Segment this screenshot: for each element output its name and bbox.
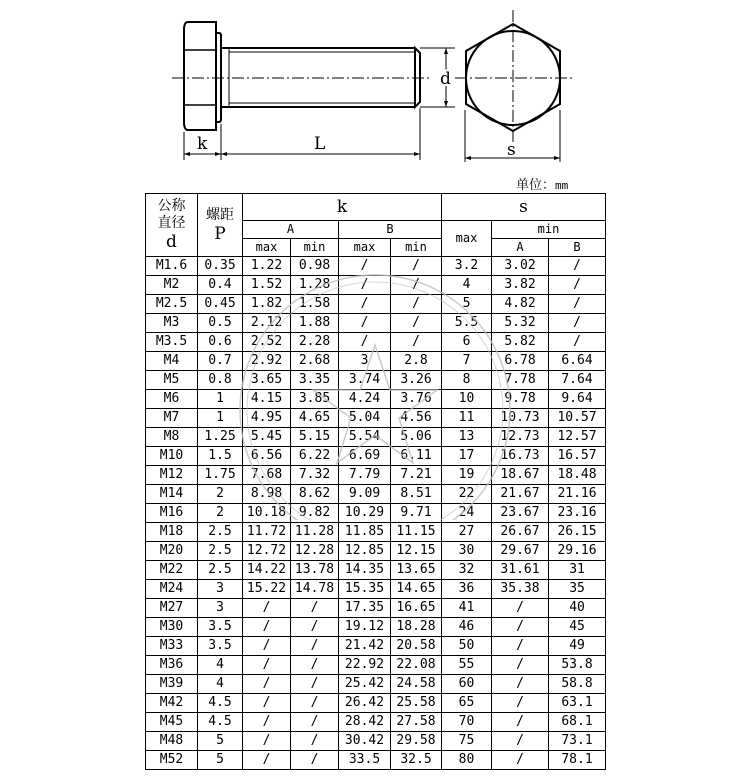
cell-s-min-a: 3.02 — [492, 257, 549, 276]
table-row — [146, 694, 606, 713]
cell-pitch: 4 — [198, 656, 243, 675]
cell-k-a-min: 7.32 — [291, 466, 339, 485]
cell-nominal-diameter: M45 — [146, 713, 198, 732]
cell-k-b-max: 25.42 — [339, 675, 391, 694]
cell-s-max: 36 — [442, 580, 492, 599]
cell-pitch: 2.5 — [198, 561, 243, 580]
table-row — [146, 276, 606, 295]
cell-pitch: 4.5 — [198, 713, 243, 732]
cell-s-min-a: / — [492, 751, 549, 770]
cell-k-b-max: 9.09 — [339, 485, 391, 504]
cell-k-b-min: 13.65 — [391, 561, 442, 580]
cell-k-a-min: 8.62 — [291, 485, 339, 504]
cell-k-a-min: 1.88 — [291, 314, 339, 333]
cell-nominal-diameter: M4 — [146, 352, 198, 371]
table-row — [146, 257, 606, 276]
cell-s-min-b: 45 — [549, 618, 606, 637]
cell-s-max: 41 — [442, 599, 492, 618]
table-row — [146, 751, 606, 770]
cell-k-a-min: 1.58 — [291, 295, 339, 314]
cell-k-b-max: 14.35 — [339, 561, 391, 580]
cell-k-a-min: 11.28 — [291, 523, 339, 542]
cell-s-min-a: 5.82 — [492, 333, 549, 352]
cell-k-a-min: / — [291, 713, 339, 732]
cell-k-a-min: / — [291, 751, 339, 770]
header-k-a-min: min — [291, 239, 339, 257]
cell-s-min-a: 12.73 — [492, 428, 549, 447]
bolt-head — [184, 22, 216, 130]
cell-s-min-a: / — [492, 732, 549, 751]
cell-k-b-min: 3.76 — [391, 390, 442, 409]
table-row — [146, 561, 606, 580]
cell-nominal-diameter: M33 — [146, 637, 198, 656]
cell-k-a-max: / — [243, 599, 291, 618]
cell-s-min-a: / — [492, 618, 549, 637]
cell-s-max: 13 — [442, 428, 492, 447]
cell-s-max: 8 — [442, 371, 492, 390]
cell-s-min-a: 26.67 — [492, 523, 549, 542]
cell-s-min-a: 4.82 — [492, 295, 549, 314]
cell-k-a-min: / — [291, 675, 339, 694]
cell-pitch: 1 — [198, 390, 243, 409]
cell-pitch: 3.5 — [198, 618, 243, 637]
cell-k-a-min: 9.82 — [291, 504, 339, 523]
cell-s-min-b: / — [549, 257, 606, 276]
cell-k-a-max: 15.22 — [243, 580, 291, 599]
cell-nominal-diameter: M52 — [146, 751, 198, 770]
table-row — [146, 485, 606, 504]
cell-s-min-a: 31.61 — [492, 561, 549, 580]
cell-k-a-min: / — [291, 732, 339, 751]
cell-k-a-min: 1.28 — [291, 276, 339, 295]
cell-k-a-max: / — [243, 751, 291, 770]
table-row — [146, 637, 606, 656]
table-row — [146, 333, 606, 352]
cell-k-b-max: 11.85 — [339, 523, 391, 542]
table-row — [146, 599, 606, 618]
cell-nominal-diameter: M16 — [146, 504, 198, 523]
cell-s-min-b: 58.8 — [549, 675, 606, 694]
cell-pitch: 1 — [198, 409, 243, 428]
cell-pitch: 1.5 — [198, 447, 243, 466]
cell-s-max: 5.5 — [442, 314, 492, 333]
cell-s-min-a: / — [492, 713, 549, 732]
cell-k-b-max: 19.12 — [339, 618, 391, 637]
header-s-min-b: B — [549, 239, 606, 257]
header-k-b-max: max — [339, 239, 391, 257]
cell-k-a-min: 2.68 — [291, 352, 339, 371]
cell-s-min-b: 31 — [549, 561, 606, 580]
cell-k-b-min: 18.28 — [391, 618, 442, 637]
cell-s-min-a: 5.32 — [492, 314, 549, 333]
cell-s-min-b: / — [549, 295, 606, 314]
label-d: d — [440, 69, 451, 89]
cell-k-b-max: 3 — [339, 352, 391, 371]
cell-k-b-min: 22.08 — [391, 656, 442, 675]
cell-s-min-b: / — [549, 333, 606, 352]
table-row — [146, 390, 606, 409]
cell-s-min-a: / — [492, 675, 549, 694]
cell-s-max: 6 — [442, 333, 492, 352]
cell-s-min-b: 9.64 — [549, 390, 606, 409]
cell-k-b-min: 24.58 — [391, 675, 442, 694]
cell-s-min-a: 9.78 — [492, 390, 549, 409]
cell-pitch: 0.4 — [198, 276, 243, 295]
cell-s-min-b: 7.64 — [549, 371, 606, 390]
cell-k-b-max: 10.29 — [339, 504, 391, 523]
cell-k-a-min: / — [291, 618, 339, 637]
cell-pitch: 0.45 — [198, 295, 243, 314]
table-row — [146, 675, 606, 694]
cell-s-max: 70 — [442, 713, 492, 732]
cell-k-b-min: 9.71 — [391, 504, 442, 523]
table-row — [146, 314, 606, 333]
cell-s-min-a: 16.73 — [492, 447, 549, 466]
cell-s-max: 3.2 — [442, 257, 492, 276]
cell-s-max: 4 — [442, 276, 492, 295]
table-row — [146, 656, 606, 675]
cell-k-b-min: 3.26 — [391, 371, 442, 390]
cell-nominal-diameter: M36 — [146, 656, 198, 675]
cell-nominal-diameter: M7 — [146, 409, 198, 428]
cell-k-a-min: 5.15 — [291, 428, 339, 447]
cell-k-b-max: 30.42 — [339, 732, 391, 751]
cell-nominal-diameter: M27 — [146, 599, 198, 618]
cell-k-a-max: 4.15 — [243, 390, 291, 409]
cell-nominal-diameter: M14 — [146, 485, 198, 504]
cell-s-max: 27 — [442, 523, 492, 542]
cell-pitch: 1.75 — [198, 466, 243, 485]
table-row — [146, 447, 606, 466]
cell-k-b-max: 15.35 — [339, 580, 391, 599]
table-row — [146, 618, 606, 637]
cell-s-max: 65 — [442, 694, 492, 713]
cell-nominal-diameter: M18 — [146, 523, 198, 542]
cell-pitch: 4.5 — [198, 694, 243, 713]
cell-k-a-max: 11.72 — [243, 523, 291, 542]
unit-value: mm — [555, 179, 569, 192]
cell-s-min-a: 35.38 — [492, 580, 549, 599]
cell-k-b-min: 6.11 — [391, 447, 442, 466]
center-lines — [172, 10, 574, 142]
table-row — [146, 504, 606, 523]
cell-k-a-max: 1.82 — [243, 295, 291, 314]
cell-s-min-a: / — [492, 694, 549, 713]
table-row — [146, 713, 606, 732]
cell-k-a-max: 5.45 — [243, 428, 291, 447]
cell-k-a-min: 12.28 — [291, 542, 339, 561]
cell-s-min-b: / — [549, 314, 606, 333]
cell-k-b-min: 7.21 — [391, 466, 442, 485]
cell-s-min-a: 3.82 — [492, 276, 549, 295]
cell-s-max: 46 — [442, 618, 492, 637]
cell-k-b-max: 28.42 — [339, 713, 391, 732]
cell-s-min-a: 6.78 — [492, 352, 549, 371]
cell-s-max: 60 — [442, 675, 492, 694]
cell-nominal-diameter: M8 — [146, 428, 198, 447]
cell-k-b-min: 4.56 — [391, 409, 442, 428]
cell-s-min-b: 35 — [549, 580, 606, 599]
cell-s-max: 17 — [442, 447, 492, 466]
cell-nominal-diameter: M12 — [146, 466, 198, 485]
cell-pitch: 0.5 — [198, 314, 243, 333]
cell-k-b-max: 7.79 — [339, 466, 391, 485]
cell-s-max: 22 — [442, 485, 492, 504]
cell-k-b-min: 8.51 — [391, 485, 442, 504]
cell-k-b-min: / — [391, 276, 442, 295]
cell-k-a-min: / — [291, 599, 339, 618]
cell-k-b-max: 4.24 — [339, 390, 391, 409]
cell-s-min-b: 68.1 — [549, 713, 606, 732]
cell-k-b-max: 5.54 — [339, 428, 391, 447]
cell-s-min-a: 21.67 — [492, 485, 549, 504]
cell-k-a-min: 6.22 — [291, 447, 339, 466]
unit-label: 单位： — [516, 178, 556, 193]
cell-s-min-b: 10.57 — [549, 409, 606, 428]
header-k: k — [243, 194, 442, 221]
header-k-b-min: min — [391, 239, 442, 257]
cell-k-b-min: 14.65 — [391, 580, 442, 599]
cell-nominal-diameter: M3.5 — [146, 333, 198, 352]
cell-k-b-min: 12.15 — [391, 542, 442, 561]
cell-k-b-min: / — [391, 314, 442, 333]
label-k: k — [197, 134, 208, 154]
cell-s-min-b: 12.57 — [549, 428, 606, 447]
cell-s-max: 80 — [442, 751, 492, 770]
cell-k-b-max: 17.35 — [339, 599, 391, 618]
dimension-arrows — [184, 48, 560, 160]
cell-s-max: 5 — [442, 295, 492, 314]
cell-s-max: 32 — [442, 561, 492, 580]
cell-k-b-min: 25.58 — [391, 694, 442, 713]
header-k-grade-a: A — [243, 221, 339, 239]
table-row — [146, 352, 606, 371]
cell-pitch: 0.35 — [198, 257, 243, 276]
cell-k-b-min: / — [391, 257, 442, 276]
cell-k-a-max: 4.95 — [243, 409, 291, 428]
cell-pitch: 5 — [198, 751, 243, 770]
cell-k-b-max: / — [339, 257, 391, 276]
cell-k-a-min: / — [291, 656, 339, 675]
cell-k-a-max: / — [243, 618, 291, 637]
cell-s-min-b: 49 — [549, 637, 606, 656]
cell-nominal-diameter: M20 — [146, 542, 198, 561]
cell-k-b-max: / — [339, 314, 391, 333]
cell-pitch: 3.5 — [198, 637, 243, 656]
cell-k-b-min: 20.58 — [391, 637, 442, 656]
cell-k-a-max: / — [243, 713, 291, 732]
cell-nominal-diameter: M48 — [146, 732, 198, 751]
cell-k-b-min: 16.65 — [391, 599, 442, 618]
cell-pitch: 4 — [198, 675, 243, 694]
cell-k-a-max: / — [243, 732, 291, 751]
header-k-grade-b: B — [339, 221, 442, 239]
cell-k-a-min: 0.98 — [291, 257, 339, 276]
cell-nominal-diameter: M39 — [146, 675, 198, 694]
cell-s-min-a: / — [492, 656, 549, 675]
dimension-lines — [184, 48, 560, 162]
cell-k-a-max: 14.22 — [243, 561, 291, 580]
cell-s-max: 10 — [442, 390, 492, 409]
cell-s-min-b: 29.16 — [549, 542, 606, 561]
cell-pitch: 2 — [198, 485, 243, 504]
cell-s-min-b: 53.8 — [549, 656, 606, 675]
header-pitch: 螺距 P — [198, 194, 243, 257]
cell-s-min-b: 16.57 — [549, 447, 606, 466]
label-L: L — [314, 134, 326, 154]
cell-k-b-max: 22.92 — [339, 656, 391, 675]
cell-k-b-min: 29.58 — [391, 732, 442, 751]
label-s: s — [507, 140, 516, 160]
cell-s-max: 24 — [442, 504, 492, 523]
cell-s-min-b: 63.1 — [549, 694, 606, 713]
cell-pitch: 2 — [198, 504, 243, 523]
header-nominal-diameter: 公称 直径 d — [146, 194, 198, 257]
bolt-dimension-table — [145, 193, 606, 770]
cell-s-max: 50 — [442, 637, 492, 656]
cell-k-a-min: 4.65 — [291, 409, 339, 428]
cell-nominal-diameter: M2 — [146, 276, 198, 295]
table-row — [146, 732, 606, 751]
cell-k-b-max: 3.74 — [339, 371, 391, 390]
table-row — [146, 428, 606, 447]
table-row — [146, 542, 606, 561]
cell-nominal-diameter: M1.6 — [146, 257, 198, 276]
cell-k-a-max: 1.22 — [243, 257, 291, 276]
cell-k-b-max: 6.69 — [339, 447, 391, 466]
cell-pitch: 0.7 — [198, 352, 243, 371]
cell-k-a-min: 3.85 — [291, 390, 339, 409]
cell-k-b-min: 5.06 — [391, 428, 442, 447]
cell-s-min-a: 29.67 — [492, 542, 549, 561]
cell-s-min-a: / — [492, 599, 549, 618]
cell-k-b-min: / — [391, 333, 442, 352]
cell-k-b-min: 2.8 — [391, 352, 442, 371]
cell-s-min-a: 18.67 — [492, 466, 549, 485]
cell-s-min-a: / — [492, 637, 549, 656]
cell-k-b-min: 32.5 — [391, 751, 442, 770]
cell-k-a-max: / — [243, 694, 291, 713]
cell-pitch: 5 — [198, 732, 243, 751]
cell-k-a-max: / — [243, 656, 291, 675]
cell-k-a-max: 3.65 — [243, 371, 291, 390]
cell-pitch: 2.5 — [198, 542, 243, 561]
cell-pitch: 0.8 — [198, 371, 243, 390]
cell-s-max: 19 — [442, 466, 492, 485]
cell-k-a-max: 12.72 — [243, 542, 291, 561]
cell-k-b-max: / — [339, 295, 391, 314]
cell-nominal-diameter: M6 — [146, 390, 198, 409]
table-row — [146, 523, 606, 542]
cell-pitch: 3 — [198, 580, 243, 599]
cell-k-b-min: 27.58 — [391, 713, 442, 732]
cell-nominal-diameter: M30 — [146, 618, 198, 637]
cell-k-a-max: 8.98 — [243, 485, 291, 504]
cell-k-a-min: / — [291, 637, 339, 656]
cell-k-a-max: 2.52 — [243, 333, 291, 352]
cell-nominal-diameter: M3 — [146, 314, 198, 333]
cell-k-a-max: / — [243, 675, 291, 694]
cell-k-a-min: 13.78 — [291, 561, 339, 580]
cell-k-a-max: / — [243, 637, 291, 656]
header-s-min: min — [492, 221, 606, 239]
cell-nominal-diameter: M10 — [146, 447, 198, 466]
cell-k-a-max: 10.18 — [243, 504, 291, 523]
cell-pitch: 0.6 — [198, 333, 243, 352]
cell-s-max: 75 — [442, 732, 492, 751]
cell-s-min-b: 40 — [549, 599, 606, 618]
cell-pitch: 2.5 — [198, 523, 243, 542]
table-row — [146, 466, 606, 485]
cell-k-a-max: 1.52 — [243, 276, 291, 295]
cell-k-a-max: 2.92 — [243, 352, 291, 371]
unit-note — [516, 174, 568, 193]
cell-nominal-diameter: M22 — [146, 561, 198, 580]
cell-k-b-max: 21.42 — [339, 637, 391, 656]
cell-k-a-max: 7.68 — [243, 466, 291, 485]
cell-nominal-diameter: M24 — [146, 580, 198, 599]
header-s-min-a: A — [492, 239, 549, 257]
cell-k-b-min: 11.15 — [391, 523, 442, 542]
cell-s-min-b: 21.16 — [549, 485, 606, 504]
cell-s-max: 11 — [442, 409, 492, 428]
cell-k-b-max: / — [339, 333, 391, 352]
table-row — [146, 409, 606, 428]
cell-s-max: 7 — [442, 352, 492, 371]
bolt-side-view — [184, 22, 420, 130]
header-s-max: max — [442, 221, 492, 257]
cell-s-min-b: 78.1 — [549, 751, 606, 770]
cell-k-a-min: 3.35 — [291, 371, 339, 390]
cell-s-min-b: / — [549, 276, 606, 295]
cell-s-min-a: 10.73 — [492, 409, 549, 428]
cell-k-a-min: 14.78 — [291, 580, 339, 599]
header-k-a-max: max — [243, 239, 291, 257]
cell-s-min-a: 23.67 — [492, 504, 549, 523]
cell-k-a-min: 2.28 — [291, 333, 339, 352]
cell-nominal-diameter: M5 — [146, 371, 198, 390]
cell-k-a-min: / — [291, 694, 339, 713]
cell-s-min-b: 23.16 — [549, 504, 606, 523]
cell-k-a-max: 2.12 — [243, 314, 291, 333]
header-s: s — [442, 194, 606, 221]
table-row — [146, 371, 606, 390]
table-row — [146, 295, 606, 314]
cell-k-b-max: 12.85 — [339, 542, 391, 561]
cell-k-a-max: 6.56 — [243, 447, 291, 466]
bolt-technical-drawing — [0, 0, 750, 170]
cell-s-max: 30 — [442, 542, 492, 561]
cell-s-min-b: 18.48 — [549, 466, 606, 485]
cell-pitch: 1.25 — [198, 428, 243, 447]
cell-k-b-max: / — [339, 276, 391, 295]
cell-s-max: 55 — [442, 656, 492, 675]
cell-k-b-max: 5.04 — [339, 409, 391, 428]
cell-s-min-b: 73.1 — [549, 732, 606, 751]
cell-k-b-max: 26.42 — [339, 694, 391, 713]
cell-nominal-diameter: M42 — [146, 694, 198, 713]
cell-s-min-a: 7.78 — [492, 371, 549, 390]
cell-pitch: 3 — [198, 599, 243, 618]
cell-s-min-b: 6.64 — [549, 352, 606, 371]
cell-k-b-min: / — [391, 295, 442, 314]
cell-k-b-max: 33.5 — [339, 751, 391, 770]
cell-s-min-b: 26.15 — [549, 523, 606, 542]
table-row — [146, 580, 606, 599]
cell-nominal-diameter: M2.5 — [146, 295, 198, 314]
